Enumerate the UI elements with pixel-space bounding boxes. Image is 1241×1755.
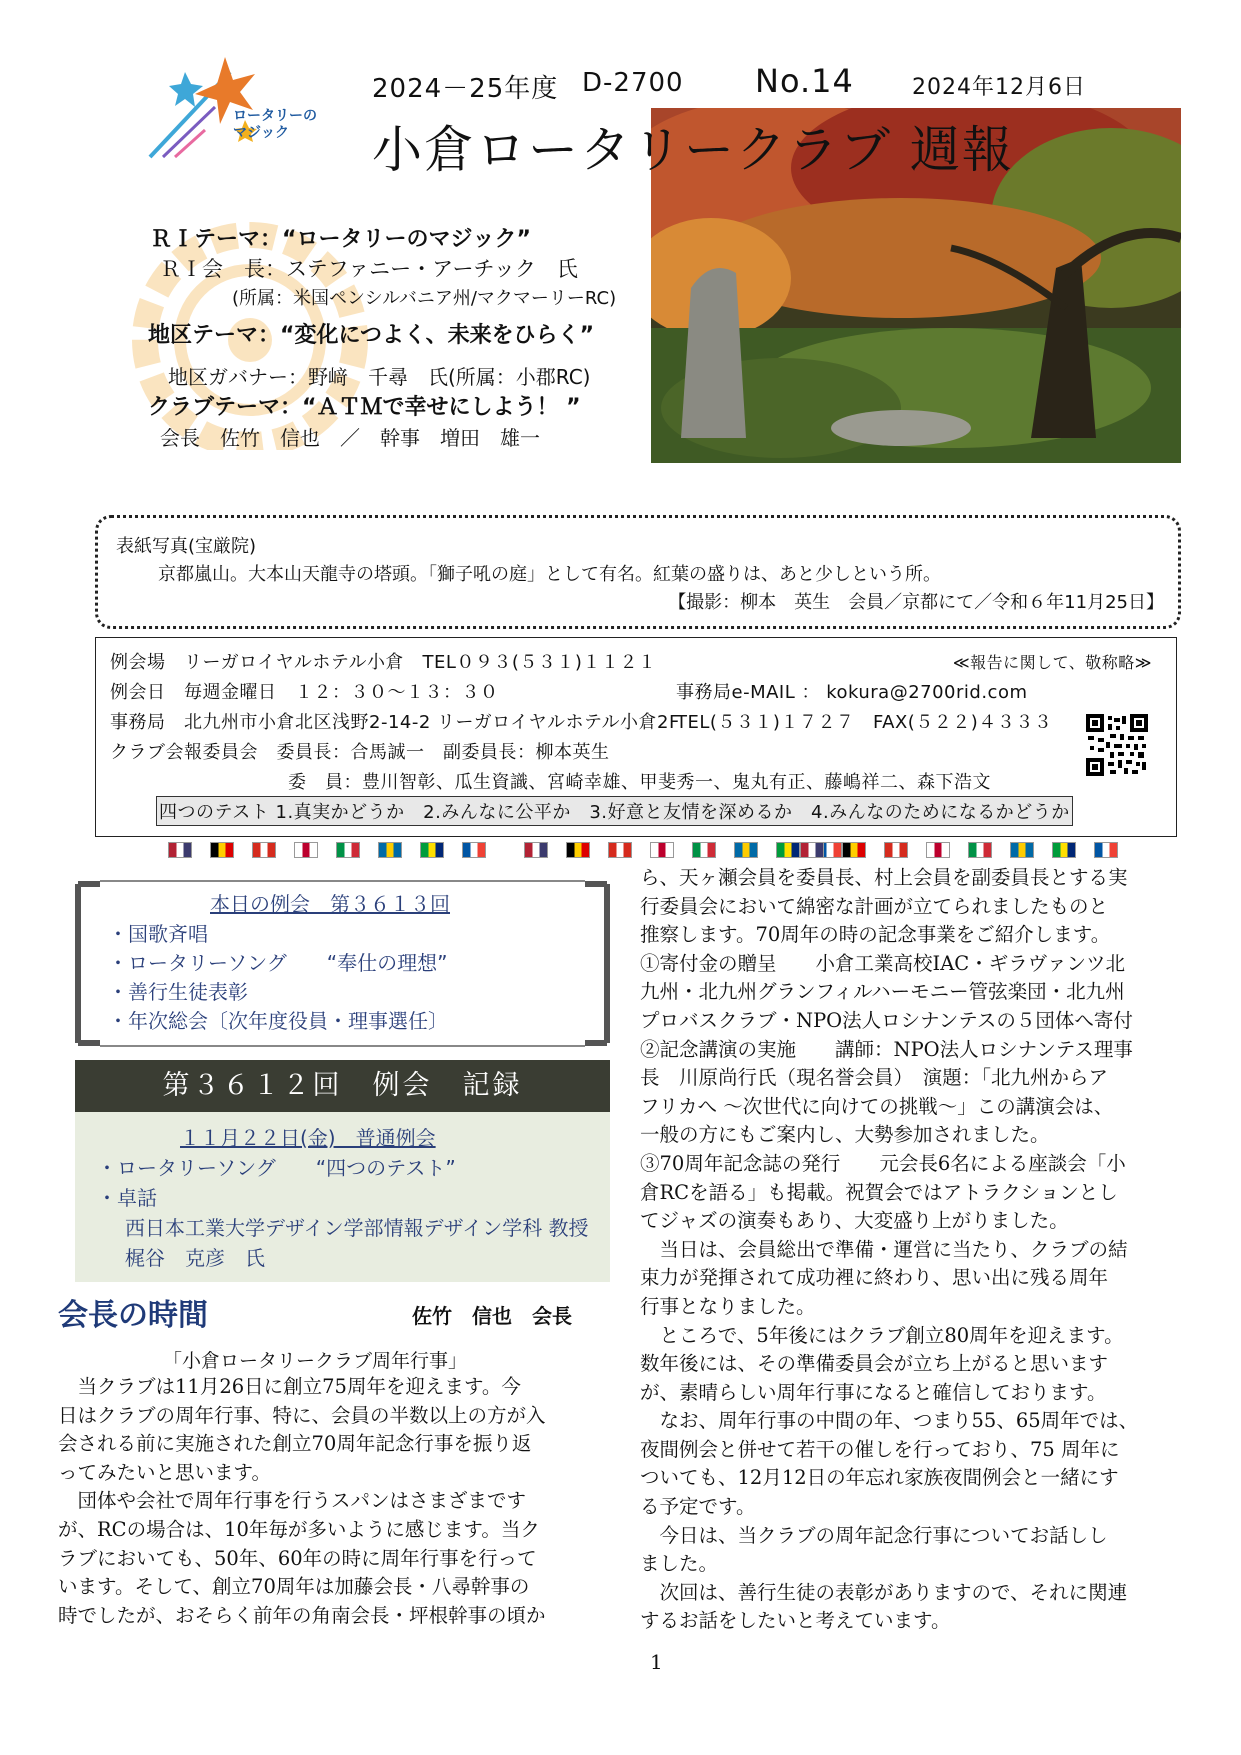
body-line: が、RCの場合は、10年毎が多いように感じます。当ク bbox=[58, 1517, 540, 1541]
committee-members: 委 員：豊川智彰、瓜生資識、宮崎幸雄、甲斐秀一、鬼丸有正、藤嶋祥二、森下浩文 bbox=[288, 772, 991, 793]
body-line: 一般の方にもご案内し、大勢参加されました。 bbox=[640, 1123, 1050, 1147]
flag-icon bbox=[1052, 842, 1076, 858]
body-line: ③70周年記念誌の発行 元会長6名による座談会「小 bbox=[640, 1151, 1126, 1175]
meeting-record-header: 第３６１２回 例会 記録 bbox=[75, 1060, 610, 1112]
program-item: ・年次総会〔次年度役員・理事選任〕 bbox=[108, 1009, 448, 1033]
cover-caption-title: 表紙写真(宝厳院) bbox=[116, 536, 257, 557]
flag-icon bbox=[566, 842, 590, 858]
issue-number: No.14 bbox=[755, 62, 854, 100]
flag-icon bbox=[252, 842, 276, 858]
body-line: 会される前に実施された創立70周年記念行事を振り返 bbox=[58, 1432, 532, 1456]
cover-caption-credit: 【撮影：柳本 英生 会員／京都にて／令和６年11月25日】 bbox=[668, 592, 1164, 613]
ri-president: ＲＩ会 長：ステファニー・アーチック 氏 bbox=[160, 257, 578, 281]
flag-icon bbox=[842, 842, 866, 858]
body-line: ら、天ヶ瀬会員を委員長、村上会員を副委員長とする実 bbox=[640, 866, 1128, 889]
president-text-left bbox=[58, 1373, 546, 1630]
district-code: D-2700 bbox=[582, 68, 684, 98]
body-line: ②記念講演の実施 講師：NPO法人ロシナンテス理事 bbox=[640, 1037, 1133, 1061]
flag-icon bbox=[800, 842, 824, 858]
president-name: 佐竹 信也 会長 bbox=[412, 1304, 572, 1328]
logo-text: ロータリーの マジック bbox=[233, 108, 317, 141]
flag-icon bbox=[210, 842, 234, 858]
body-line: 行事となりました。 bbox=[640, 1294, 816, 1318]
four-way-test: 四つのテスト 1.真実かどうか 2.みんなに公平か 3.好意と友情を深めるか 4.みんなのためになるかどうか bbox=[156, 796, 1073, 826]
meeting-record-body bbox=[75, 1112, 610, 1282]
speaker-name: 梶谷 克彦 氏 bbox=[125, 1246, 265, 1270]
flag-icon bbox=[926, 842, 950, 858]
fiscal-year: 2024－25年度 bbox=[372, 74, 559, 104]
body-line: 行委員会において綿密な計画が立てられましたものと bbox=[640, 894, 1109, 918]
record-date: １１月２２日(金) 普通例会 bbox=[180, 1126, 436, 1150]
program-item: ・国歌斉唱 bbox=[108, 922, 208, 946]
office-email: 事務局e-MAIL ： kokura@2700rid.com bbox=[676, 682, 1028, 703]
body-line: 次回は、善行生徒の表彰がありますので、それに関連 bbox=[640, 1580, 1128, 1604]
flag-bunting bbox=[0, 0, 1241, 1]
body-line: る予定です。 bbox=[640, 1495, 756, 1519]
body-line: ところで、5年後にはクラブ創立80周年を迎えます。 bbox=[640, 1323, 1124, 1347]
flag-icon bbox=[336, 842, 360, 858]
flag-icon bbox=[1010, 842, 1034, 858]
club-info-box bbox=[95, 637, 1177, 837]
flag-icon bbox=[884, 842, 908, 858]
body-line: フリカへ ～次世代に向けての挑戦～」この講演会は、 bbox=[640, 1094, 1114, 1118]
ri-affiliation: (所属：米国ペンシルバニア州/マクマーリーRC) bbox=[232, 288, 617, 309]
record-item: ・卓話 bbox=[97, 1186, 157, 1210]
body-line: 九州・北九州グランフィルハーモニー管弦楽団・北九州 bbox=[640, 980, 1125, 1004]
star-logo-icon bbox=[145, 52, 335, 162]
office-address: 事務局 北九州市小倉北区浅野2-14-2 リーガロイヤルホテル小倉2F bbox=[110, 712, 680, 733]
program-item: ・ロータリーソング “奉仕の理想” bbox=[108, 951, 448, 975]
body-line: ①寄付金の贈呈 小倉工業高校IAC・ギラヴァンツ北 bbox=[640, 951, 1126, 975]
flag-icon bbox=[692, 842, 716, 858]
body-line: ました。 bbox=[640, 1552, 719, 1576]
president-text-right bbox=[640, 864, 1138, 1636]
club-theme: クラブテーマ：“ＡＴＭで幸せにしよう！ ” bbox=[148, 395, 581, 420]
flag-icon bbox=[294, 842, 318, 858]
body-line: 時でしたが、おそらく前年の角南会長・坪根幹事の頃か bbox=[58, 1603, 546, 1627]
page-number: 1 bbox=[650, 1650, 663, 1674]
body-line: 長 川原尚行氏（現名誉会員） 演題：「北九州からア bbox=[640, 1066, 1109, 1090]
president-subtitle: 「小倉ロータリークラブ周年行事」 bbox=[163, 1350, 468, 1372]
cover-caption-description: 京都嵐山。大本山天龍寺の塔頭。「獅子吼の庭」として有名。紅葉の盛りは、あと少しという所。 bbox=[158, 564, 941, 585]
honorific-note: ≪報告に関して、敬称略≫ bbox=[952, 653, 1152, 672]
body-line: なお、周年行事の中間の年、つまり55、65周年では、 bbox=[640, 1409, 1139, 1433]
issue-date: 2024年12月6日 bbox=[912, 75, 1086, 100]
body-line: ついても、12月12日の年忘れ家族夜間例会と一緒にす bbox=[640, 1466, 1119, 1490]
district-theme: 地区テーマ：“変化につよく、未来をひらく” bbox=[148, 323, 595, 348]
flag-icon bbox=[608, 842, 632, 858]
body-line: するお話をしたいと考えています。 bbox=[640, 1609, 951, 1633]
body-line: 倉RCを語る」も掲載。祝賀会ではアトラクションとし bbox=[640, 1180, 1118, 1204]
speaker-affiliation: 西日本工業大学デザイン学部情報デザイン学科 教授 bbox=[125, 1216, 589, 1240]
body-line: 日はクラブの周年行事、特に、会員の半数以上の方が入 bbox=[58, 1403, 546, 1427]
body-line: 当日は、会員総出で準備・運営に当たり、クラブの結 bbox=[640, 1237, 1128, 1261]
flag-icon bbox=[378, 842, 402, 858]
body-line: 束力が発揮されて成功裡に終わり、思い出に残る周年 bbox=[640, 1266, 1109, 1290]
flag-icon bbox=[1094, 842, 1118, 858]
body-line: プロバスクラブ・NPO法人ロシナンテスの５団体へ寄付 bbox=[640, 1008, 1133, 1032]
flag-icon bbox=[524, 842, 548, 858]
qr-code-icon bbox=[1086, 714, 1148, 776]
body-line: 団体や会社で周年行事を行うスパンはさまざまです bbox=[58, 1489, 527, 1513]
body-line: 数年後には、その準備委員会が立ち上がると思います bbox=[640, 1352, 1109, 1376]
district-governor: 地区ガバナー：野﨑 千尋 氏(所属：小郡RC) bbox=[168, 365, 591, 389]
flag-icon bbox=[420, 842, 444, 858]
body-line: が、素晴らしい周年行事になると確信しております。 bbox=[640, 1380, 1107, 1404]
newsletter-title: 小倉ロータリークラブ 週報 bbox=[372, 121, 1014, 179]
todays-program-box bbox=[70, 876, 615, 1051]
body-line: 推察します。70周年の時の記念事業をご紹介します。 bbox=[640, 923, 1111, 947]
club-officers: 会長 佐竹 信也 ／ 幹事 増田 雄一 bbox=[160, 426, 540, 450]
todays-program-title: 本日の例会 第３６１３回 bbox=[210, 892, 450, 916]
flag-icon bbox=[968, 842, 992, 858]
bulletin-committee: クラブ会報委員会 委員長：合馬誠一 副委員長：柳本英生 bbox=[110, 742, 610, 763]
ri-theme: ＲＩテーマ：“ロータリーのマジック” bbox=[150, 227, 531, 252]
body-line: ってみたいと思います。 bbox=[58, 1460, 271, 1484]
cover-caption-box bbox=[95, 515, 1181, 629]
body-line: 今日は、当クラブの周年記念行事についてお話しし bbox=[640, 1523, 1108, 1547]
logo bbox=[145, 52, 335, 162]
flag-icon bbox=[462, 842, 486, 858]
flag-icon bbox=[650, 842, 674, 858]
body-line: 夜間例会と併せて若干の催しを行っており、75 周年に bbox=[640, 1437, 1120, 1461]
office-phone: TEL(５３１)１７２７ FAX(５２２)４３３３ bbox=[676, 712, 1053, 733]
program-item: ・善行生徒表彰 bbox=[108, 980, 248, 1004]
body-line: ラブにおいても、50年、60年の時に周年行事を行って bbox=[58, 1546, 537, 1570]
flag-icon bbox=[168, 842, 192, 858]
body-line: います。そして、創立70周年は加藤会長・八尋幹事の bbox=[58, 1575, 530, 1599]
record-item: ・ロータリーソング “四つのテスト” bbox=[97, 1156, 456, 1180]
body-line: てジャズの演奏もあり、大変盛り上がりました。 bbox=[640, 1209, 1069, 1233]
body-line: 当クラブは11月26日に創立75周年を迎えます。今 bbox=[58, 1375, 521, 1398]
flag-icon bbox=[776, 842, 800, 858]
flag-icon bbox=[734, 842, 758, 858]
venue-info: 例会場 リーガロイヤルホテル小倉 TEL０９３(５３１)１１２１ bbox=[110, 652, 657, 673]
president-heading: 会長の時間 bbox=[58, 1298, 208, 1333]
meeting-day: 例会日 毎週金曜日 １２：３０～１３：３０ bbox=[110, 682, 499, 703]
